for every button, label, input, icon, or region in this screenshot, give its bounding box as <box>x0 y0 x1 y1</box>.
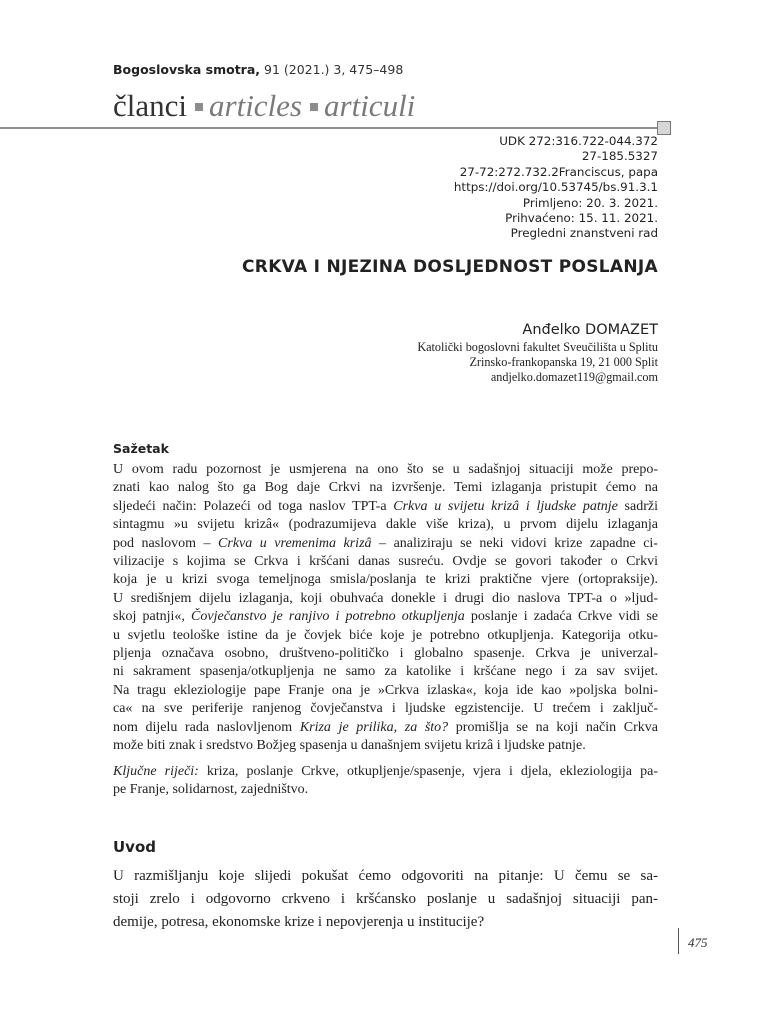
abstract-text: sljedeći način: Polazeći od toga naslov TPT-a <box>113 498 394 514</box>
abstract-text: pod naslovom – <box>113 535 219 551</box>
keywords-text: kriza, poslanje Crkve, otkupljenje/spasenje, vjera i djela, ekleziologija pa- <box>198 764 658 779</box>
author-name: Anđelko DOMAZET <box>522 322 658 338</box>
udk-code-3: 27-72:272.732.2Franciscus, papa <box>459 164 658 179</box>
udk-code: UDK 272:316.722-044.372 <box>499 134 658 148</box>
rule-square-marker <box>657 121 671 135</box>
abstract-italic-title: Kriza je prilika, za što? <box>299 719 449 735</box>
abstract-line <box>113 498 658 517</box>
body-line: demije, potresa, ekonomske krize i nepovjerenja u institucije? <box>113 914 485 930</box>
square-bullet-icon <box>195 103 203 111</box>
abstract-line: koja je u krizi svoga temeljnoga smisla/poslanja te krizi praktične vjere (ortopraksije). <box>113 572 658 588</box>
abstract-line: vilizacije s kojima se Crkva i kršćani danas susreću. Ovdje se govori također o Crkvi <box>113 554 658 569</box>
abstract-line <box>113 535 658 554</box>
intro-heading: Uvod <box>113 838 157 856</box>
section-english: articles <box>209 88 303 123</box>
abstract-line <box>113 719 658 738</box>
abstract-italic-title: Čovječanstvo je ranjivo i potrebno otkupljenja <box>191 609 465 625</box>
article-type: Pregledni znanstveni rad <box>510 226 658 241</box>
abstract-text: poslanje i zadaća Crkve vidi se <box>464 609 658 625</box>
body-line: U razmišljanju koje slijedi pokušat ćemo odgovoriti na pitanje: U čemu se sa- <box>113 868 658 884</box>
abstract-italic-title: Crkva u svijetu krizâ i ljudske patnje <box>393 498 618 514</box>
abstract-line: U središnjem dijelu izlaganja, koji obuhvaća donekle i drugi dio naslova TPT-a o »ljud- <box>113 590 658 606</box>
author-email[interactable]: andjelko.domazet119@gmail.com <box>490 370 658 384</box>
keywords-line: pe Franje, solidarnost, zajedništvo. <box>113 782 309 797</box>
page-number: 475 <box>688 935 708 950</box>
abstract-text: nom dijelu rada naslovljenom <box>113 719 300 735</box>
abstract-text: sadrži <box>617 498 658 514</box>
journal-name: Bogoslovska smotra, <box>113 62 261 77</box>
udk-code-2: 27-185.5327 <box>581 149 658 164</box>
keywords-label: Ključne riječi: <box>113 764 199 779</box>
abstract-line: znati kao nalog što ga Bog daje Crkvi na izvršenje. Temi izlaganja pristupit ćemo na <box>113 480 658 496</box>
section-heading <box>113 88 415 124</box>
journal-citation <box>113 62 403 77</box>
page-number-rule <box>678 928 679 954</box>
abstract-line: u svjetlu teološke istine da je čovjek biće koje je potrebno otkupljenja. Kategorija otku- <box>113 627 658 643</box>
section-latin: articuli <box>324 88 416 123</box>
doi-link[interactable]: https://doi.org/10.53745/bs.91.3.1 <box>453 180 658 195</box>
abstract-text: promišlja se na koji način Crkva <box>448 719 658 735</box>
abstract-heading: Sažetak <box>113 441 169 456</box>
affiliation-institution: Katolički bogoslovni fakultet Sveučilišta u Splitu <box>417 340 658 354</box>
abstract-text: skoj patnji«, <box>113 609 192 625</box>
accepted-date: Prihvaćeno: 15. 11. 2021. <box>505 211 658 226</box>
abstract-text: – analiziraju se neki vidovi krize zapadne ci- <box>371 535 658 551</box>
abstract-line: može biti znak i sredstvo Božjeg spasenja u današnjem svijetu krizâ i ljudske patnje. <box>113 738 586 753</box>
abstract-line <box>113 608 658 627</box>
abstract-line: sintagmu »u svijetu krizâ« (podrazumijeva dakle više kriza), u prvom dijelu izlaganja <box>113 517 658 533</box>
header-rule <box>0 127 665 129</box>
classification-block <box>454 134 658 242</box>
abstract-line: pljenja označava osobno, društveno-političko i globalno spasenje. Crkva je univerzal- <box>113 646 658 661</box>
abstract-line: Na tragu ekleziologije pape Franje ona je »Crkva izlaska«, koja ide kao »poljska bolni- <box>113 682 658 698</box>
affiliation-address: Zrinsko-frankopanska 19, 21 000 Split <box>469 355 658 369</box>
abstract-line: U ovom radu pozornost je usmjerena na ono što se u sadašnjoj situaciji može prepo- <box>113 462 658 477</box>
section-main: članci <box>113 88 188 123</box>
author-affiliation <box>417 340 658 385</box>
abstract-line: ni sakrament spasenja/otkupljenja ne samo za katolike i kršćane nego i za sav svijet. <box>113 664 658 680</box>
abstract-italic-title: Crkva u vremenima krizâ <box>218 535 372 551</box>
journal-volume: 91 (2021.) 3, 475–498 <box>264 62 404 77</box>
abstract-line: ca« na sve periferije ranjenog čovječanstva i ljudske egzistencije. U trećem i zaključ- <box>113 701 658 717</box>
body-line: stoji zrelo i odgovorno crkveno i kršćansko poslanje u sadašnjoj situaciji pan- <box>113 891 658 907</box>
article-title: CRKVA I NJEZINA DOSLJEDNOST POSLANJA <box>242 257 658 277</box>
keywords-line <box>113 763 658 782</box>
square-bullet-icon <box>310 103 318 111</box>
received-date: Primljeno: 20. 3. 2021. <box>522 195 658 210</box>
